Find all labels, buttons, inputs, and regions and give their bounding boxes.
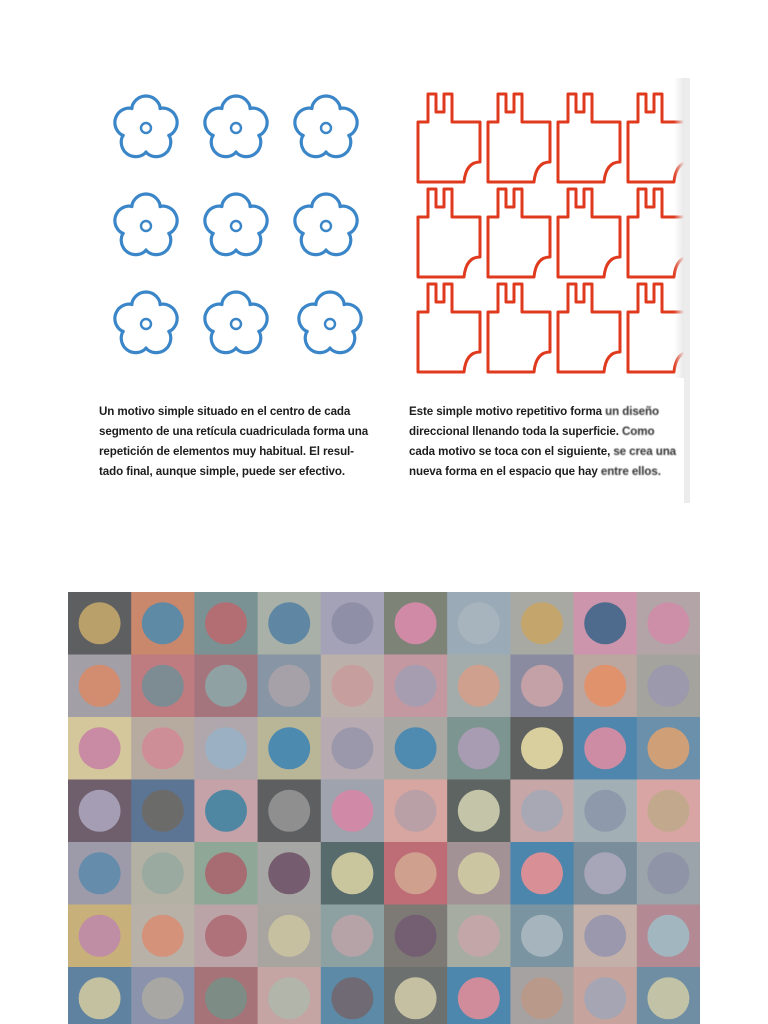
caption-right bbox=[409, 402, 699, 482]
grid-dot bbox=[79, 915, 121, 957]
interlocking-motif bbox=[488, 284, 550, 372]
flower-motif bbox=[205, 96, 267, 157]
grid-dot bbox=[268, 790, 310, 832]
flower-motif bbox=[115, 194, 177, 255]
caption-right-line-2 bbox=[409, 422, 699, 442]
flower-motif bbox=[115, 292, 177, 353]
grid-dot bbox=[331, 852, 373, 894]
grid-dot bbox=[647, 790, 689, 832]
grid-dot bbox=[205, 602, 247, 644]
grid-dot bbox=[521, 665, 563, 707]
grid-dot bbox=[584, 727, 626, 769]
grid-dot bbox=[647, 852, 689, 894]
interlocking-motif bbox=[418, 284, 480, 372]
flower-center bbox=[325, 319, 335, 329]
flower-motif bbox=[295, 96, 357, 157]
grid-dot bbox=[521, 602, 563, 644]
grid-dot bbox=[205, 790, 247, 832]
flower-grid-svg bbox=[100, 82, 390, 377]
grid-dot bbox=[268, 602, 310, 644]
grid-dot bbox=[584, 852, 626, 894]
grid-dot bbox=[142, 665, 184, 707]
caption-right-line-4-main: nueva forma en el espacio que hay bbox=[409, 465, 601, 478]
grid-dot bbox=[647, 602, 689, 644]
grid-dot bbox=[205, 852, 247, 894]
flower-motif bbox=[205, 292, 267, 353]
caption-right-line-2-main: direccional llenando toda la superficie. bbox=[409, 425, 623, 438]
flower-motif bbox=[295, 194, 357, 255]
grid-dot bbox=[458, 602, 500, 644]
grid-dot bbox=[268, 977, 310, 1019]
grid-dot bbox=[584, 977, 626, 1019]
caption-left-line-2: segmento de una retícula cuadriculada forma una bbox=[99, 425, 369, 438]
grid-dot bbox=[395, 852, 437, 894]
grid-dot bbox=[458, 977, 500, 1019]
grid-dot bbox=[395, 727, 437, 769]
flower-petals bbox=[115, 194, 177, 255]
interlocking-motif bbox=[488, 189, 550, 277]
flower-motif bbox=[299, 292, 361, 353]
grid-dot bbox=[142, 602, 184, 644]
grid-dot bbox=[268, 852, 310, 894]
grid-dot bbox=[142, 790, 184, 832]
grid-dot bbox=[458, 852, 500, 894]
interlocking-motif bbox=[558, 189, 620, 277]
grid-dot bbox=[79, 665, 121, 707]
caption-right-line-3-cut: se crea una bbox=[613, 445, 677, 458]
grid-dot bbox=[647, 915, 689, 957]
grid-dot bbox=[521, 852, 563, 894]
grid-dot bbox=[584, 665, 626, 707]
caption-left-line-1: Un motivo simple situado en el centro de cada bbox=[99, 405, 351, 418]
caption-left-line-3: repetición de elementos muy habitual. El resul- bbox=[99, 445, 354, 458]
caption-right-line-2-cut: Como bbox=[622, 425, 655, 438]
grid-dot bbox=[331, 665, 373, 707]
grid-dot bbox=[395, 915, 437, 957]
grid-dot bbox=[395, 665, 437, 707]
caption-right-line-3 bbox=[409, 442, 699, 462]
flower-petals bbox=[205, 194, 267, 255]
grid-dot bbox=[521, 790, 563, 832]
grid-dot bbox=[268, 665, 310, 707]
grid-dot bbox=[647, 977, 689, 1019]
grid-dot bbox=[79, 727, 121, 769]
grid-dot bbox=[458, 915, 500, 957]
flower-motif bbox=[115, 96, 177, 157]
grid-dot bbox=[331, 915, 373, 957]
flower-center bbox=[231, 123, 241, 133]
caption-right-line-1-main: Este simple motivo repetitivo forma bbox=[409, 405, 606, 418]
flower-petals bbox=[299, 292, 361, 353]
grid-dot bbox=[142, 727, 184, 769]
grid-dot bbox=[395, 977, 437, 1019]
grid-dot bbox=[521, 727, 563, 769]
color-dot-grid bbox=[68, 592, 700, 1024]
flower-motif bbox=[205, 194, 267, 255]
flower-center bbox=[141, 221, 151, 231]
caption-right-line-1-cut: un diseño bbox=[605, 405, 659, 418]
interlocking-motif bbox=[558, 284, 620, 372]
flower-petals bbox=[205, 292, 267, 353]
flower-center bbox=[321, 221, 331, 231]
flower-petals bbox=[205, 96, 267, 157]
interlocking-motif bbox=[418, 94, 480, 182]
grid-dot bbox=[458, 665, 500, 707]
interlocking-motif bbox=[558, 94, 620, 182]
flower-center bbox=[231, 319, 241, 329]
grid-dot bbox=[142, 977, 184, 1019]
caption-right-line-1 bbox=[409, 402, 699, 422]
grid-dot bbox=[142, 915, 184, 957]
flower-center bbox=[231, 221, 241, 231]
interlocking-motif bbox=[488, 94, 550, 182]
grid-dot bbox=[521, 977, 563, 1019]
interlocking-grid-svg bbox=[410, 78, 684, 378]
grid-dot bbox=[521, 915, 563, 957]
grid-dot bbox=[79, 602, 121, 644]
grid-dot bbox=[205, 665, 247, 707]
grid-dot bbox=[79, 790, 121, 832]
caption-left-line-4: tado final, aunque simple, puede ser efectivo. bbox=[99, 465, 346, 478]
flower-petals bbox=[295, 194, 357, 255]
flower-petals bbox=[295, 96, 357, 157]
caption-right-line-4 bbox=[409, 462, 699, 482]
grid-dot bbox=[205, 915, 247, 957]
grid-dot bbox=[395, 790, 437, 832]
grid-dot bbox=[458, 727, 500, 769]
grid-dot bbox=[142, 852, 184, 894]
flower-petals bbox=[115, 292, 177, 353]
grid-dot bbox=[331, 977, 373, 1019]
grid-dot bbox=[79, 977, 121, 1019]
interlocking-motif-illustration bbox=[410, 78, 684, 378]
grid-dot bbox=[458, 790, 500, 832]
grid-dot bbox=[584, 790, 626, 832]
caption-left bbox=[99, 402, 399, 482]
grid-dot bbox=[268, 727, 310, 769]
flower-center bbox=[321, 123, 331, 133]
caption-right-line-3-main: cada motivo se toca con el siguiente, bbox=[409, 445, 614, 458]
flower-center bbox=[141, 319, 151, 329]
grid-dot bbox=[268, 915, 310, 957]
grid-dot bbox=[647, 665, 689, 707]
grid-dot bbox=[395, 602, 437, 644]
grid-dot bbox=[205, 727, 247, 769]
grid-dot bbox=[79, 852, 121, 894]
color-dot-grid-svg bbox=[68, 592, 700, 1024]
grid-dot bbox=[205, 977, 247, 1019]
flower-center bbox=[141, 123, 151, 133]
grid-dot bbox=[331, 790, 373, 832]
grid-dot bbox=[331, 727, 373, 769]
flower-petals bbox=[115, 96, 177, 157]
interlocking-motif bbox=[418, 189, 480, 277]
grid-dot bbox=[584, 602, 626, 644]
grid-dot bbox=[647, 727, 689, 769]
caption-right-line-4-cut: entre ellos. bbox=[600, 465, 661, 478]
grid-dot bbox=[331, 602, 373, 644]
grid-dot bbox=[584, 915, 626, 957]
flower-motif-illustration bbox=[100, 82, 390, 377]
page-curl-shadow bbox=[674, 78, 684, 378]
